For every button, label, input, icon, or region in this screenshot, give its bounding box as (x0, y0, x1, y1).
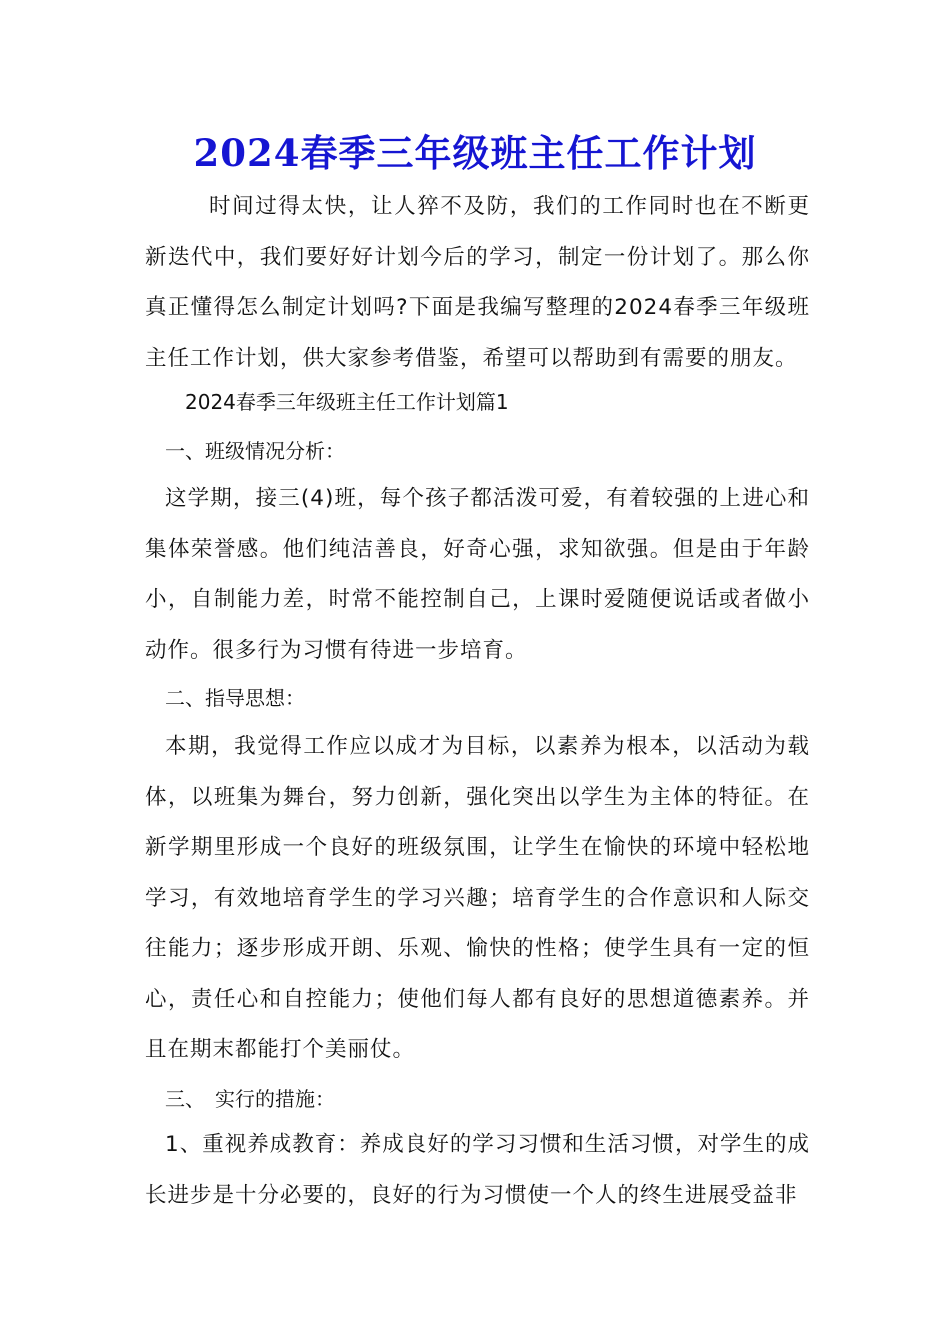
section-text-class-analysis: 这学期，接三(4)班，每个孩子都活泼可爱，有着较强的上进心和集体荣誉感。他们纯洁善良，好奇心强，求知欲强。但是由于年龄小，自制能力差，时常不能控制自己，上课时爱随便说话或者做小动作。很多行为习惯有待进一步培育。 (145, 486, 810, 663)
document-title: 2024春季三年级班主任工作计划 (193, 131, 757, 175)
intro-paragraph: 时间过得太快，让人猝不及防，我们的工作同时也在不断更新迭代中，我们要好好计划今后的学习，制定一份计划了。那么你真正懂得怎么制定计划吗?下面是我编写整理的2024春季三年级班主任工作计划，供大家参考借鉴，希望可以帮助到有需要的朋友。 (145, 194, 810, 371)
section-heading-measures: 三、 实行的措施： (165, 1087, 335, 1111)
section-text-guiding-thought: 本期，我觉得工作应以成才为目标，以素养为根本，以活动为载体，以班集为舞台，努力创新，强化突出以学生为主体的特征。在新学期里形成一个良好的班级氛围，让学生在愉快的环境中轻松地学习，有效地培育学生的学习兴趣；培育学生的合作意识和人际交往能力；逐步形成开朗、乐观、愉快的性格；使学生具有一定的恒心，责任心和自控能力；使他们每人都有良好的思想道德素养。并且在期末都能打个美丽仗。 (145, 734, 810, 1062)
section-heading-guiding-thought: 二、指导思想： (165, 686, 305, 710)
section-heading-class-analysis: 一、班级情况分析： (165, 439, 345, 463)
section-text-measures: 1、重视养成教育：养成良好的学习习惯和生活习惯，对学生的成长进步是十分必要的，良好的行为习惯使一个人的终生进展受益非 (145, 1132, 810, 1208)
article-subtitle: 2024春季三年级班主任工作计划篇1 (185, 390, 509, 414)
